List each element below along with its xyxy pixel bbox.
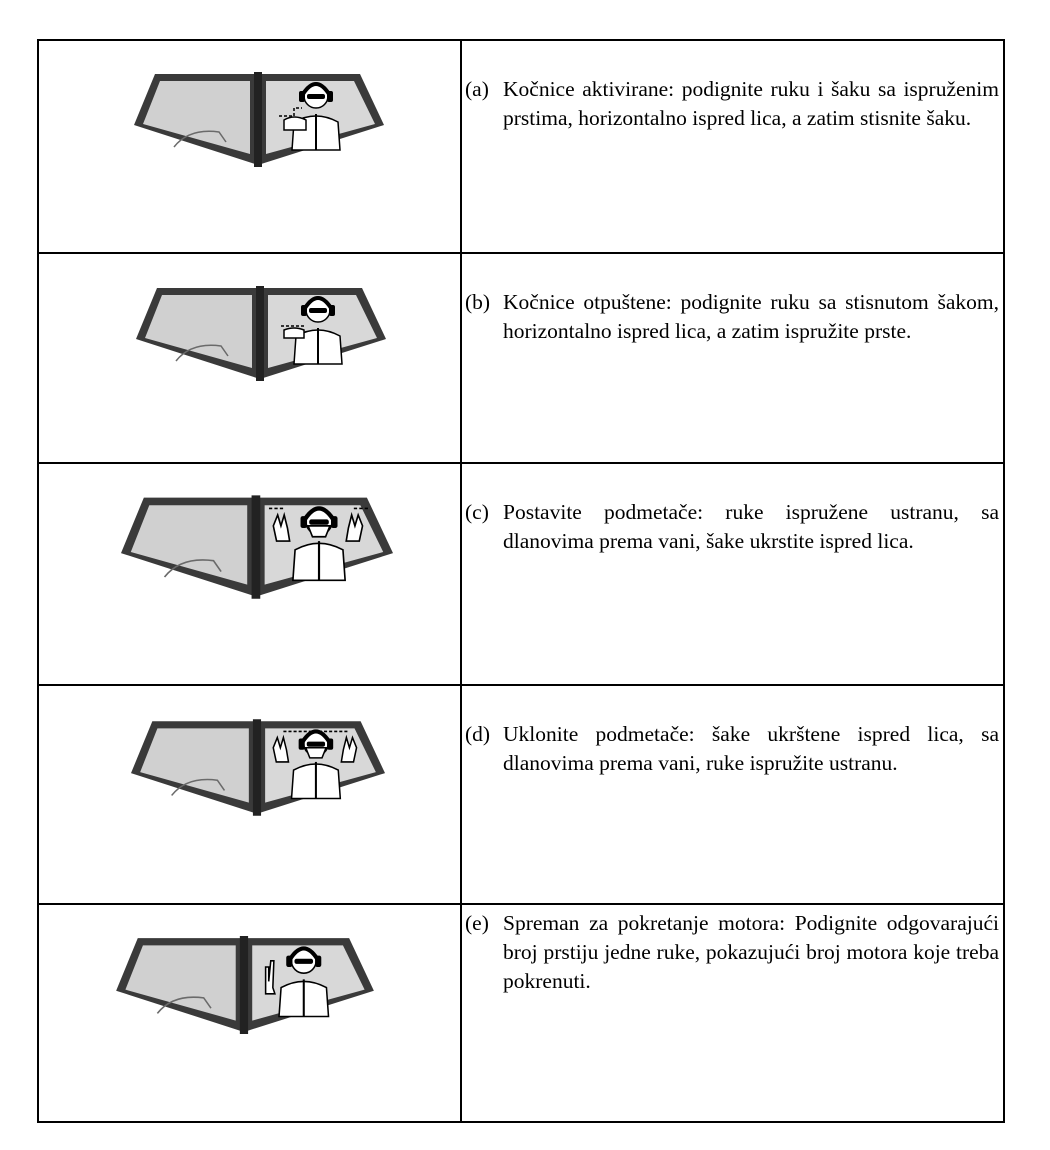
- signals-table: [37, 39, 1005, 1123]
- signal-label: (e): [465, 911, 489, 935]
- description-cell: [461, 685, 1004, 904]
- illustration-cell: [38, 685, 461, 904]
- description-cell: [461, 40, 1004, 253]
- pilot-insert-chocks-illustration: [121, 493, 393, 599]
- illustration-cell: [38, 40, 461, 253]
- signal-text: Spreman za pokretanje motora: Podignite odgovarajući broj prstiju jedne ruke, pokazujući broj motora koje treba pokrenuti.: [503, 911, 999, 993]
- description-cell: [461, 463, 1004, 685]
- signal-row: [38, 40, 1004, 253]
- pilot-brakes-engaged-illustration: [134, 70, 384, 167]
- signal-row: [38, 904, 1004, 1122]
- signal-label: (c): [465, 500, 489, 524]
- illustration-cell: [38, 253, 461, 463]
- signal-row: [38, 685, 1004, 904]
- signal-label: (d): [465, 722, 491, 746]
- illustration-cell: [38, 463, 461, 685]
- signal-label: (a): [465, 77, 489, 101]
- signal-row: [38, 463, 1004, 685]
- signal-text: Kočnice otpuštene: podignite ruku sa stisnutom šakom, horizontalno ispred lica, a zatim ispružite prste.: [503, 290, 999, 343]
- signal-row: [38, 253, 1004, 463]
- description-cell: [461, 904, 1004, 1122]
- pilot-remove-chocks-illustration: [131, 717, 385, 816]
- signal-text: Kočnice aktivirane: podignite ruku i šaku sa ispruženim prstima, horizontalno ispred lica, a zatim stisnite šaku.: [503, 77, 999, 130]
- signal-label: (b): [465, 290, 491, 314]
- pilot-ready-to-start-engines-illustration: [116, 934, 374, 1034]
- illustration-cell: [38, 904, 461, 1122]
- description-cell: [461, 253, 1004, 463]
- signal-text: Postavite podmetače: ruke ispružene ustranu, sa dlanovima prema vani, šake ukrstite ispred lica.: [503, 500, 999, 553]
- pilot-brakes-released-illustration: [136, 284, 386, 381]
- signal-text: Uklonite podmetače: šake ukrštene ispred lica, sa dlanovima prema vani, ruke ispružite ustranu.: [503, 722, 999, 775]
